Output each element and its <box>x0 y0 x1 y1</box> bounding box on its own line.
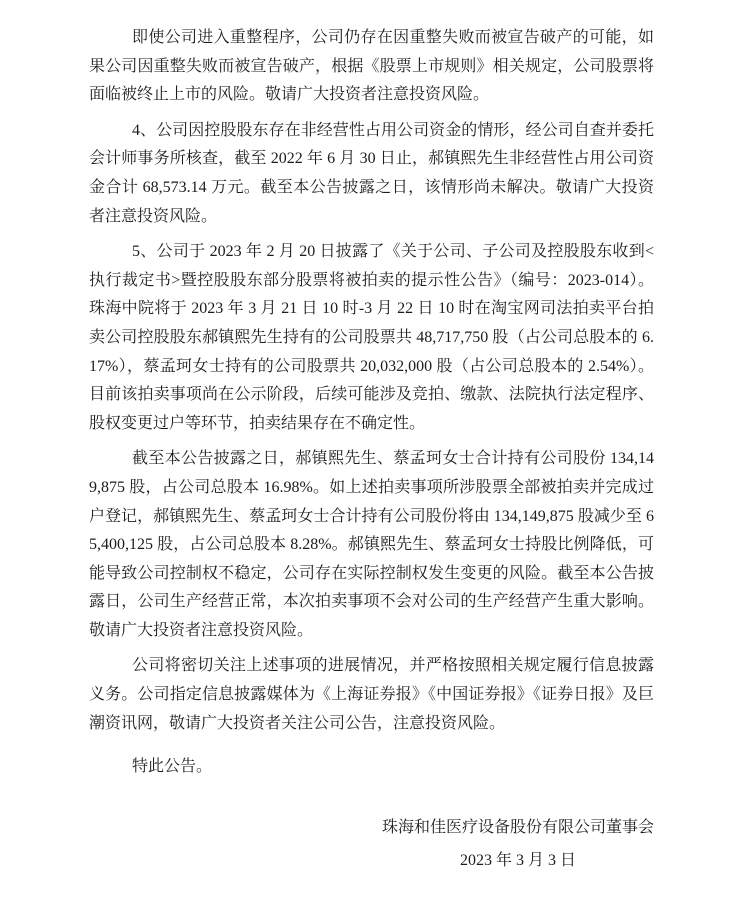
paragraph-closing: 特此公告。 <box>132 758 213 776</box>
paragraph-item5-share-auction: 5、公司于 2023 年 2 月 20 日披露了《关于公司、子公司及控股股东收到<执行裁定书>暨控股股东部分股票将被拍卖的提示性公告》（编号：2023-014）。珠海中院将于 2023 年 3 月 21 日 10 时-3 月 22 日 10 时在淘宝网司法拍卖平台拍卖公司控股股东郝镇熙先生持有的公司股票共 48,717,750 股（占公司总股本的 6.17%），蔡孟珂女士持有的公司股票共 20,032,000 股（占公司总股本的 2.54%）。目前该拍卖事项尚在公示阶段，后续可能涉及竞拍、缴款、法院执行法定程序、股权变更过户等环节，拍卖结果存在不确定性。 <box>89 243 654 432</box>
signature-date: 2023 年 3 月 3 日 <box>459 852 576 870</box>
paragraph-shareholding-impact: 截至本公告披露之日，郝镇熙先生、蔡孟珂女士合计持有公司股份 134,149,875 股，占公司总股本 16.98%。如上述拍卖事项所涉股票全部被拍卖并完成过户登记，郝镇熙先生、蔡孟珂女士合计持有公司股份将由 134,149,875 股减少至 65,400,125 股，占公司总股本 8.28%。郝镇熙先生、蔡孟珂女士持股比例降低，可能导致公司控制权不稳定，公司存在实际控制权发生变更的风险。截至本公告披露日，公司生产经营正常，本次拍卖事项不会对公司的生产经营产生重大影响。敬请广大投资者注意投资风险。 <box>89 450 654 639</box>
signature-block <box>382 814 654 876</box>
paragraph-risk-delisting: 即使公司进入重整程序，公司仍存在因重整失败而被宣告破产的可能，如果公司因重整失败而被宣告破产，根据《股票上市规则》相关规定，公司股票将面临被终止上市的风险。敬请广大投资者注意投资风险。 <box>89 29 654 104</box>
paragraph-disclosure-media: 公司将密切关注上述事项的进展情况，并严格按照相关规定履行信息披露义务。公司指定信息披露媒体为《上海证券报》《中国证券报》《证券日报》及巨潮资讯网，敬请广大投资者关注公司公告，注意投资风险。 <box>89 657 654 732</box>
paragraph-item4-fund-occupation: 4、公司因控股股东存在非经营性占用公司资金的情形，经公司自查并委托会计师事务所核查，截至 2022 年 6 月 30 日止，郝镇熙先生非经营性占用公司资金合计 68,573.14 万元。截至本公告披露之日，该情形尚未解决。敬请广大投资者注意投资风险。 <box>89 121 654 225</box>
signature-company-name: 珠海和佳医疗设备股份有限公司董事会 <box>381 818 654 836</box>
